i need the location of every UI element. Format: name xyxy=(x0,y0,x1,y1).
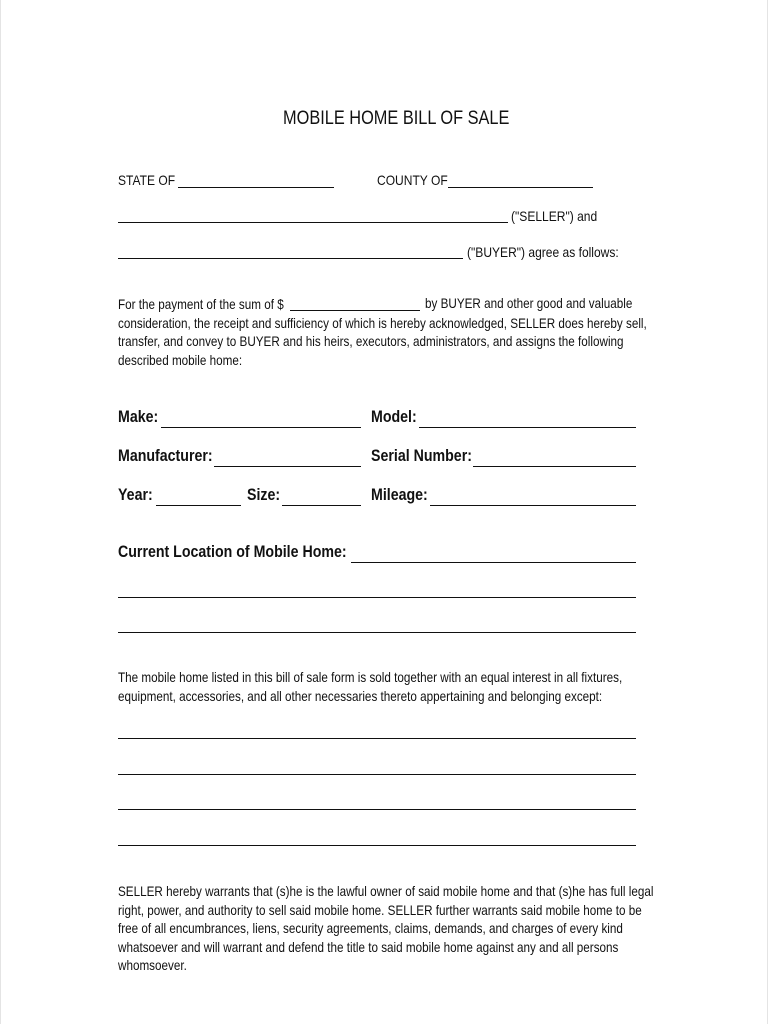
exception-line-4[interactable] xyxy=(118,845,636,846)
state-label: STATE OF xyxy=(118,172,176,188)
exception-line-3[interactable] xyxy=(118,809,636,810)
warranty-line2: right, power, and authority to sell said mobile home. SELLER further warrants said mobile home to be xyxy=(118,902,642,918)
warranty-line4: whatsoever and will warrant and defend the title to said mobile home against any and all persons xyxy=(118,939,619,955)
state-blank[interactable] xyxy=(178,187,334,188)
warranty-paragraph xyxy=(118,883,741,976)
warranty-line1: SELLER hereby warrants that (s)he is the lawful owner of said mobile home and that (s)he has full legal xyxy=(118,884,654,899)
payment-line3: transfer, and convey to BUYER and his heirs, executors, administrators, and assigns the following xyxy=(118,334,624,349)
mileage-label: Mileage: xyxy=(371,486,428,504)
county-label: COUNTY OF xyxy=(377,172,448,188)
current-location-blank[interactable] xyxy=(351,562,636,563)
make-blank[interactable] xyxy=(161,427,361,428)
payment-line1-b: by BUYER and other good and valuable xyxy=(425,296,633,311)
current-location-label: Current Location of Mobile Home: xyxy=(118,543,347,561)
warranty-line5: whomsoever. xyxy=(118,958,187,973)
exception-line-2[interactable] xyxy=(118,774,636,775)
payment-line2: consideration, the receipt and sufficiency of which is hereby acknowledged, SELLER does hereby sell, xyxy=(118,315,647,331)
county-blank[interactable] xyxy=(448,187,593,188)
buyer-name-blank[interactable] xyxy=(118,258,463,259)
payment-amount-blank[interactable] xyxy=(290,310,420,311)
fixtures-line2: equipment, accessories, and all other necessaries thereto appertaining and belonging except: xyxy=(118,688,603,704)
manufacturer-blank[interactable] xyxy=(214,466,361,467)
serial-number-blank[interactable] xyxy=(473,466,636,467)
size-blank[interactable] xyxy=(282,505,361,506)
fixtures-line1: The mobile home listed in this bill of sale form is sold together with an equal interest in all fixtures, xyxy=(118,670,623,685)
location-line-2[interactable] xyxy=(118,597,636,598)
year-label: Year: xyxy=(118,486,153,504)
document-title: MOBILE HOME BILL OF SALE xyxy=(283,108,510,129)
payment-line1-a: For the payment of the sum of $ xyxy=(118,297,284,312)
buyer-suffix: ("BUYER") agree as follows: xyxy=(467,244,619,260)
exception-line-1[interactable] xyxy=(118,738,636,739)
model-label: Model: xyxy=(371,408,417,426)
seller-suffix: ("SELLER") and xyxy=(511,208,598,224)
year-blank[interactable] xyxy=(156,505,241,506)
payment-line4: described mobile home: xyxy=(118,352,243,368)
location-line-3[interactable] xyxy=(118,632,636,633)
seller-name-blank[interactable] xyxy=(118,222,508,223)
fixtures-paragraph xyxy=(118,669,704,706)
warranty-line3: free of all encumbrances, liens, security agreements, claims, demands, and charges of every kind xyxy=(118,921,623,936)
mileage-blank[interactable] xyxy=(430,505,636,506)
serial-number-label: Serial Number: xyxy=(371,447,472,465)
manufacturer-label: Manufacturer: xyxy=(118,447,213,465)
size-label: Size: xyxy=(247,486,281,504)
model-blank[interactable] xyxy=(419,427,636,428)
make-label: Make: xyxy=(118,408,159,426)
